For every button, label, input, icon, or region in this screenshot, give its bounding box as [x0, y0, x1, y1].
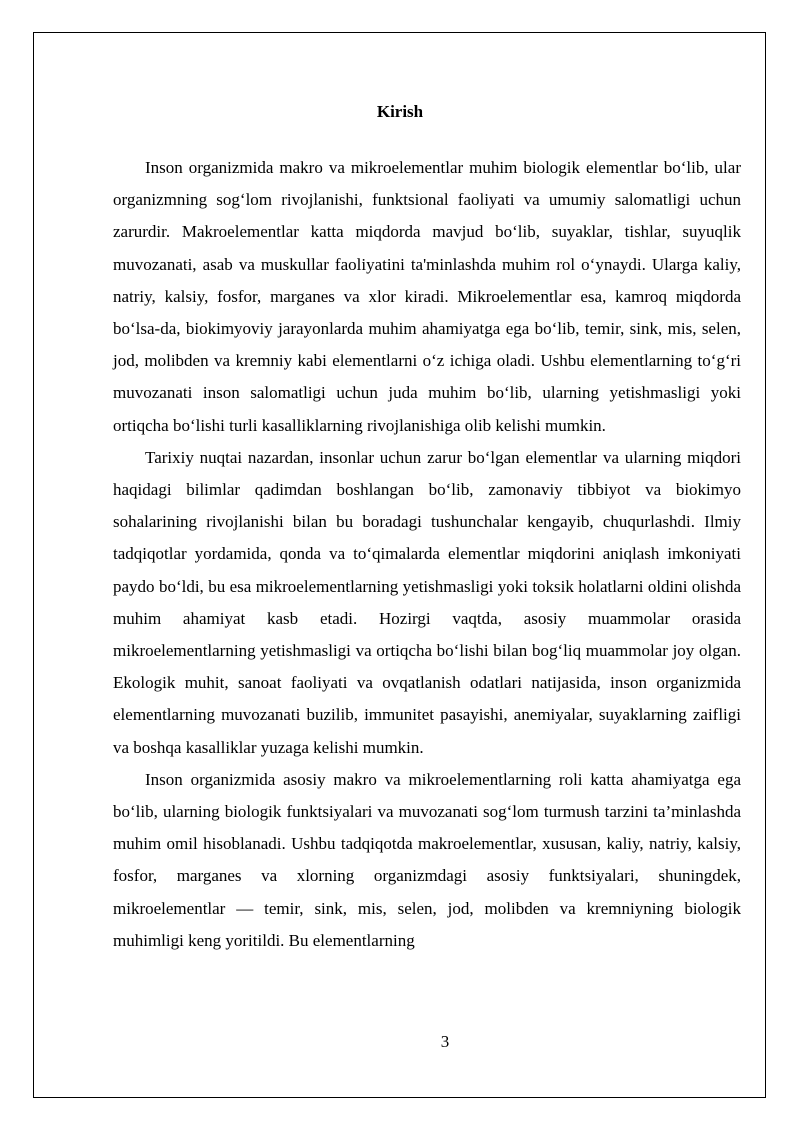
page-title: Kirish	[376, 102, 424, 121]
paragraph: Inson organizmida makro va mikroelementlar muhim biologik elementlar bo‘lib, ular organizmning sog‘lom rivojlanishi, funktsional faoliyati va umumiy salomatligi uchun zarurdir. Makroelementlar katta miqdorda mavjud bo‘lib, suyaklar, tishlar, suyuqlik muvozanati, asab va muskullar faoliyatini ta'minlashda muhim rol o‘ynaydi. Ularga kaliy, natriy, kalsiy, fosfor, marganes va xlor kiradi. Mikroelementlar esa, kamroq miqdorda bo‘lsa-da, biokimyoviy jarayonlarda muhim ahamiyatga ega bo‘lib, temir, sink, mis, selen, jod, molibden va kremniy kabi elementlarni o‘z ichiga oladi. Ushbu elementlarning to‘g‘ri muvozanati inson salomatligi uchun juda muhim bo‘lib, ularning yetishmasligi yoki ortiqcha bo‘lishi turli kasalliklarning rivojlanishiga olib kelishi mumkin.	[113, 158, 741, 435]
paragraph: Tarixiy nuqtai nazardan, insonlar uchun zarur bo‘lgan elementlar va ularning miqdori haqidagi bilimlar qadimdan boshlangan bo‘lib, zamonaviy tibbiyot va biokimyo sohalarining rivojlanishi bilan bu boradagi tushunchalar kengayib, chuqurlashdi. Ilmiy tadqiqotlar yordamida, qonda va to‘qimalarda elementlar miqdorini aniqlash imkoniyati paydo bo‘ldi, bu esa mikroelementlarning yetishmasligi yoki toksik holatlarni oldini olishda muhim ahamiyat kasb etadi. Hozirgi vaqtda, asosiy muammolar orasida mikroelementlarning yetishmasligi va ortiqcha bo‘lishi bilan bog‘liq muammolar joy olgan. Ekologik muhit, sanoat faoliyati va ovqatlanish odatlari natijasida, inson organizmida elementlarning muvozanati buzilib, immunitet pasayishi, anemiyalar, suyaklarning zaifligi va boshqa kasalliklar yuzaga kelishi mumkin.	[113, 447, 741, 757]
body-text	[113, 152, 741, 957]
page-number: 3	[440, 1032, 450, 1051]
paragraph: Inson organizmida asosiy makro va mikroelementlarning roli katta ahamiyatga ega bo‘lib, ularning biologik funktsiyalari va muvozanati sog‘lom turmush tarzini ta’minlashda muhim omil hisoblanadi. Ushbu tadqiqotda makroelementlar, xususan, kaliy, natriy, kalsiy, fosfor, marganes va xlorning organizmdagi asosiy funktsiyalari, shuningdek, mikroelementlar — temir, sink, mis, selen, jod, molibden va kremniyning biologik muhimligi keng yoritildi. Bu elementlarning	[113, 769, 741, 950]
